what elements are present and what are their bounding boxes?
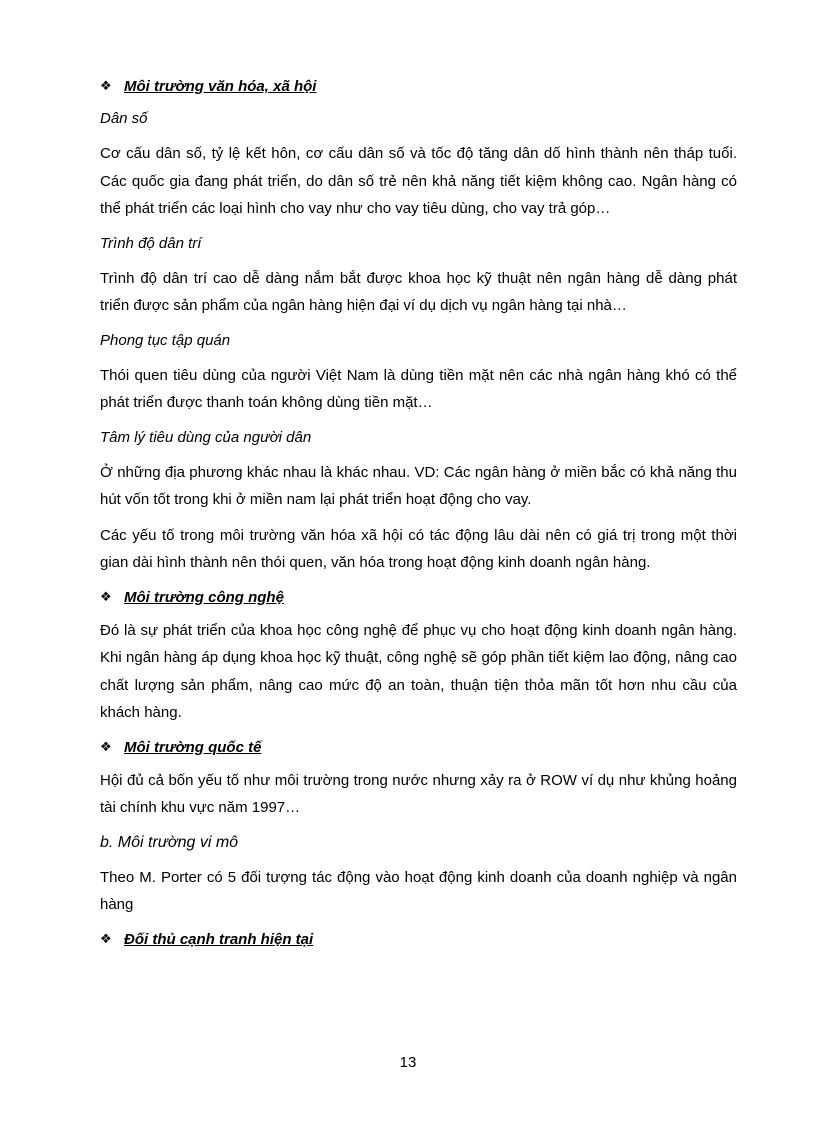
section-title: Đối thủ cạnh tranh hiện tại	[124, 930, 314, 948]
paragraph-technology: Đó là sự phát triển của khoa học công nghệ để phục vụ cho hoạt động kinh doanh ngân hàng. Khi ngân hàng áp dụng khoa học kỹ thuật, công nghệ sẽ góp phần tiết kiệm lao động, nâng cao chất lượng sản phẩm, nâng cao mức độ an toàn, thuận tiện thỏa mãn tốt hơn nhu cầu của khách hàng.	[100, 621, 737, 721]
paragraph-population: Cơ cấu dân số, tỷ lệ kết hôn, cơ cấu dân số và tốc độ tăng dân dố hình thành nên tháp tuổi. Các quốc gia đang phát triển, do dân số trẻ nên khả năng tiết kiệm không cao. Ngân hàng có thể phát triển các loại hình cho vay như cho vay tiêu dùng, cho vay trả góp…	[100, 145, 737, 217]
paragraph-education-level: Trình độ dân trí cao dễ dàng nắm bắt được khoa học kỹ thuật nên ngân hàng dễ dàng phát triển được sản phẩm của ngân hàng hiện đại ví dụ dịch vụ ngân hàng tại nhà…	[100, 269, 737, 314]
subheading-education-level: Trình độ dân trí	[100, 234, 202, 252]
paragraph-micro-environment: Theo M. Porter có 5 đối tượng tác động vào hoạt động kinh doanh của doanh nghiệp và ngân hàng	[100, 868, 737, 913]
section-heading-international	[100, 735, 737, 761]
paragraph-culture-summary: Các yếu tố trong môi trường văn hóa xã hội có tác động lâu dài nên có giá trị trong một thời gian dài hình thành nên thói quen, văn hóa trong hoạt động kinh doanh ngân hàng.	[100, 526, 737, 571]
subheading-consumer-psychology: Tâm lý tiêu dùng của người dân	[100, 428, 312, 446]
diamond-bullet-icon: ❖	[100, 589, 112, 605]
section-title: Môi trường quốc tế	[124, 738, 262, 756]
section-heading-culture-society	[100, 74, 737, 100]
subheading-micro-environment: b. Môi trường vi mô	[100, 833, 239, 851]
paragraph-customs: Thói quen tiêu dùng của người Việt Nam là dùng tiền mặt nên các nhà ngân hàng khó có thể phát triển được thanh toán không dùng tiền mặt…	[100, 366, 737, 411]
diamond-bullet-icon: ❖	[100, 931, 112, 947]
paragraph-consumer-psychology: Ở những địa phương khác nhau là khác nhau. VD: Các ngân hàng ở miền bắc có khả năng thu hút vốn tốt trong khi ở miền nam lại phát triển hoạt động cho vay.	[100, 463, 737, 508]
section-title: Môi trường văn hóa, xã hội	[124, 78, 317, 95]
section-title: Môi trường công nghệ	[124, 588, 284, 606]
diamond-bullet-icon: ❖	[100, 739, 112, 755]
subheading-customs: Phong tục tập quán	[100, 331, 231, 349]
document-page	[100, 74, 737, 959]
section-heading-current-competitors	[100, 927, 737, 953]
paragraph-international: Hội đủ cả bốn yếu tố như môi trường trong nước nhưng xảy ra ở ROW ví dụ như khủng hoảng tài chính khu vực năm 1997…	[100, 771, 737, 816]
section-heading-technology	[100, 585, 737, 611]
diamond-bullet-icon: ❖	[100, 79, 112, 94]
subheading-population: Dân số	[100, 110, 148, 127]
page-number: 13	[399, 1054, 417, 1071]
